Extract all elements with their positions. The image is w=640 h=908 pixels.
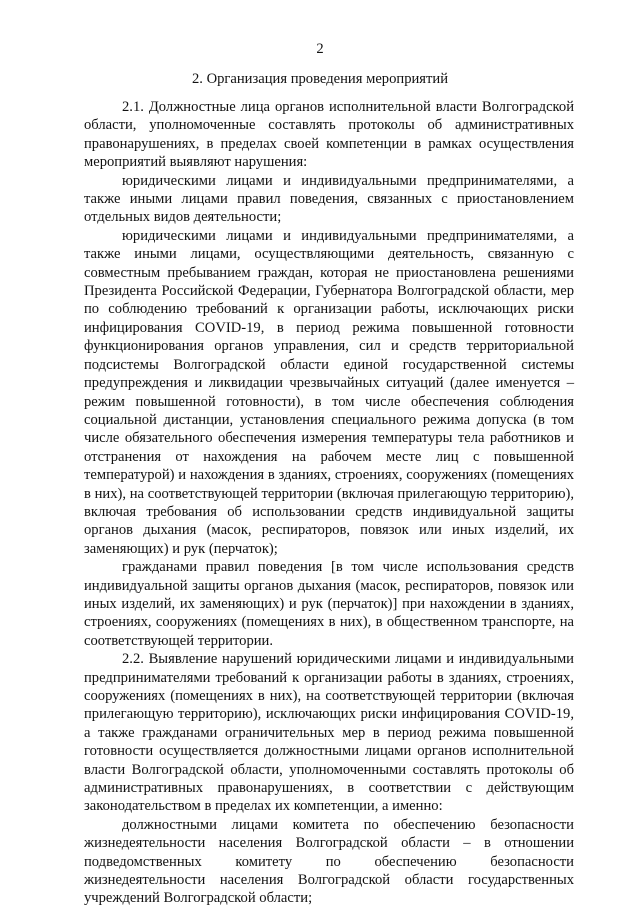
section-title: 2. Организация проведения мероприятий [191, 71, 449, 87]
paragraph-committee-officials: должностными лицами комитета по обеспечению безопасности жизнедеятельности населения Волгоградской области – в отношении подведомственных комитету по обеспечению безопасности жизнедеятельности населения Волгоградской области государственных учреждений Волгоградской области; [84, 816, 574, 907]
paragraph-2-1: 2.1. Должностные лица органов исполнительной власти Волгоградской области, уполномоченные составлять протоколы об административных правонарушениях, в пределах своей компетенции в рамках осуществления мероприятий выявляют нарушения: [84, 99, 574, 171]
paragraph-legal-entities-covid-measures: юридическими лицами и индивидуальными предпринимателями, а также иными лицами, осуществляющими деятельность, связанную с совместным пребыванием граждан, которая не приостановлена решениями Президента Российской Федерации, Губернатора Волгоградской области, мер по соблюдению требований к организации работы, исключающих риски инфицирования COVID-19, в период режима повышенной готовности функционирования органов управления, сил и средств территориальной подсистемы Волгоградской области единой государственной системы предупреждения и ликвидации чрезвычайных ситуаций (далее именуется – режим повышенной готовности), в том числе обеспечения соблюдения социальной дистанции, установления специального режима допуска (в том числе обязательного обеспечения измерения температуры тела работников и отстранения от нахождения на рабочем месте лиц с повышенной температурой) и нахождения в зданиях, строениях, сооружениях (помещениях в них), на соответствующей территории (включая прилегающую территорию), включая требования об использовании средств индивидуальной защиты органов дыхания (масок, респираторов, повязок или иных изделий, их заменяющих) и рук (перчаток); [84, 227, 574, 557]
page-number: 2 [316, 41, 324, 57]
paragraph-2-2: 2.2. Выявление нарушений юридическими лицами и индивидуальными предпринимателями требований к организации работы в зданиях, строениях, сооружениях (помещениях в них), на соответствующей территории (включая прилегающую территорию), исключающих риски инфицирования COVID-19, а также гражданами ограничительных мер в период режима повышенной готовности осуществляется должностными лицами органов исполнительной власти Волгоградской области, уполномоченными составлять протоколы об административных правонарушениях, в соответствии с действующим законодательством в пределах их компетенции, а именно: [84, 651, 574, 815]
document-body [84, 98, 574, 908]
paragraph-citizens-rules: гражданами правил поведения [в том числе использования средств индивидуальной защиты органов дыхания (масок, респираторов, повязок или иных изделий, их заменяющих) и рук (перчаток)] при нахождении в зданиях, строениях, сооружениях (помещениях в них), в общественном транспорте, на соответствующей территории. [84, 559, 574, 649]
paragraph-legal-entities-restrictions: юридическими лицами и индивидуальными предпринимателями, а также иными лицами правил поведения, связанных с приостановлением отдельных видов деятельности; [84, 172, 574, 226]
